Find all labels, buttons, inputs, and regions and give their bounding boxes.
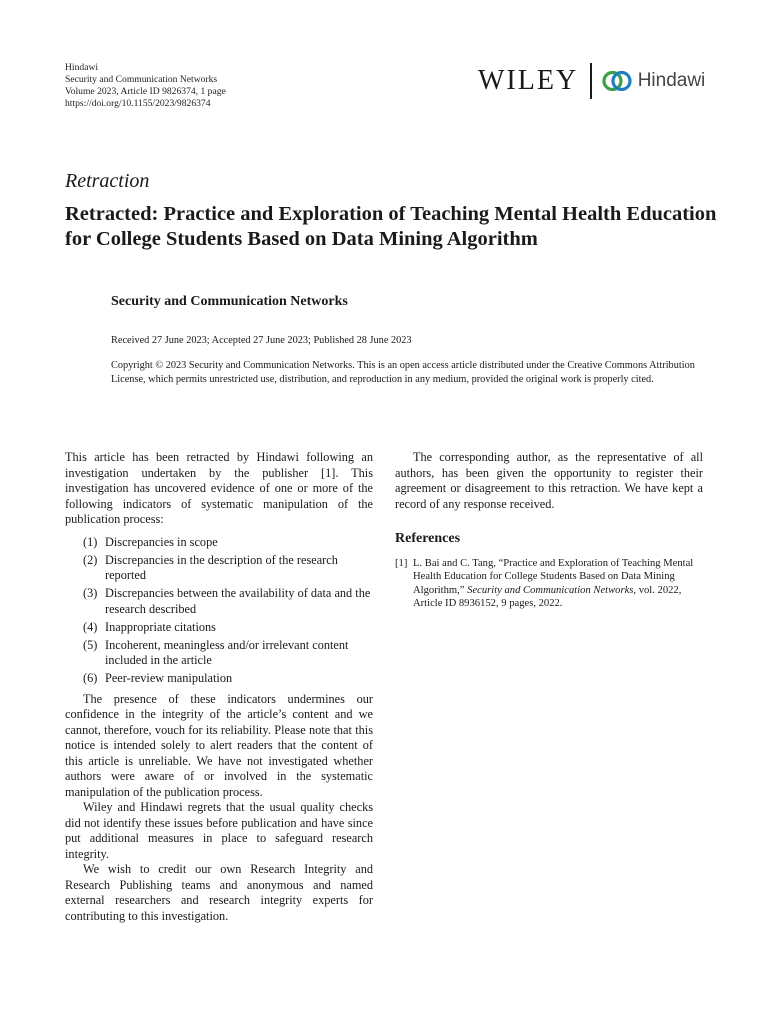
wiley-logo: WILEY	[478, 65, 579, 96]
article-type: Retraction	[65, 170, 150, 192]
list-item: (4) Inappropriate citations	[83, 619, 216, 634]
list-item: (3) Discrepancies between the availability of data and the research described	[83, 586, 371, 616]
header-meta	[65, 62, 226, 110]
volume-line: Volume 2023, Article ID 9826374, 1 page	[65, 86, 226, 97]
list-item: (5) Incoherent, meaningless and/or irrelevant content included in the article	[83, 637, 349, 667]
body-left-column	[65, 450, 373, 924]
indicator-list	[65, 535, 373, 687]
reference-journal: Security and Communication Networks	[467, 584, 634, 596]
hindawi-logo-text: Hindawi	[637, 70, 706, 91]
list-item: (2) Discrepancies in the description of the research reported	[83, 552, 338, 582]
integrity-paragraph: The presence of these indicators undermines our confidence in the integrity of the article’s content and we cannot, therefore, vouch for its reliability. Please note that this notice is intended solely to alert readers that the content of this article is unreliable. We have not investigated whether authors were aware of or involved in the systematic manipulation of the publication process.	[65, 691, 373, 799]
reference-number: [1]	[395, 557, 408, 569]
body-right-column	[395, 450, 703, 611]
author-response-paragraph: The corresponding author, as the representative of all authors, has been given the opportunity to register their agreement or disagreement to this retraction. We have kept a record of any response received.	[395, 450, 703, 511]
doi-link[interactable]: https://doi.org/10.1155/2023/9826374	[65, 98, 211, 109]
article-journal: Security and Communication Networks	[111, 294, 348, 309]
quality-checks-paragraph: Wiley and Hindawi regrets that the usual quality checks did not identify these issues before publication and have since put additional measures in place to safeguard research integrity.	[65, 800, 373, 861]
list-item: (1) Discrepancies in scope	[83, 534, 218, 549]
copyright-notice: Copyright © 2023 Security and Communication Networks. This is an open access article distributed under the Creative Commons Attribution License, which permits unrestricted use, distribution, and reproduction in any medium, provided the original work is properly cited.	[111, 360, 695, 385]
reference-item	[395, 557, 703, 611]
article-title: Retracted: Practice and Exploration of Teaching Mental Health Education for College Students Based on Data Mining Algorithm	[65, 203, 717, 250]
list-item: (6) Peer-review manipulation	[83, 671, 233, 685]
journal-name: Security and Communication Networks	[65, 74, 218, 85]
logo-divider	[590, 63, 592, 99]
credit-paragraph: We wish to credit our own Research Integrity and Research Publishing teams and anonymous and named external researchers and research integrity experts for contributing to this investigation.	[65, 862, 373, 923]
article-dates: Received 27 June 2023; Accepted 27 June 2023; Published 28 June 2023	[111, 335, 412, 346]
references-heading: References	[395, 531, 461, 546]
hindawi-rings-icon	[602, 70, 632, 92]
publisher-name: Hindawi	[65, 62, 99, 73]
reference-text: L. Bai and C. Tang, “Practice and Exploration of Teaching Mental Health Education for College Students Based on Data Mining Algorithm,” Security and Communication Networks, vol. 2022, Article ID 8936152, 9 pages, 2022.	[413, 557, 694, 609]
publisher-logos	[478, 62, 708, 100]
intro-paragraph: This article has been retracted by Hindawi following an investigation undertaken by the publisher [1]. This investigation has uncovered evidence of one or more of the following indicators of systematic manipulation of the publication process:	[65, 450, 373, 526]
